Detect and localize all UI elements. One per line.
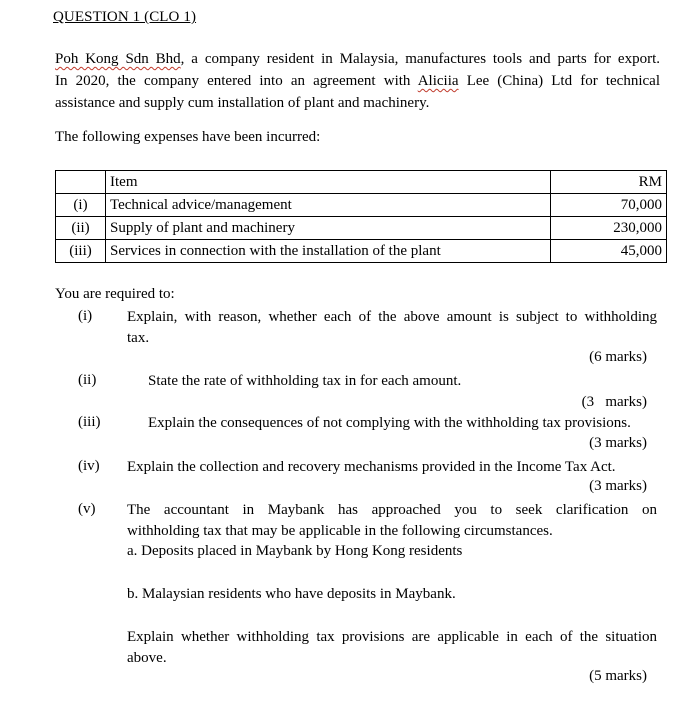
- q4-text: Explain the collection and recovery mechanisms provided in the Income Tax Act.: [127, 459, 616, 475]
- q1-line-1: Explain, with reason, whether each of the above amount is subject to withholding: [127, 309, 657, 325]
- q1-marks: (6 marks): [589, 349, 647, 365]
- q3-marks: (3 marks): [589, 435, 647, 451]
- intro-line-1-text: , a company resident in Malaysia, manufactures tools and parts for export.: [180, 51, 660, 67]
- row-amount: 70,000: [551, 194, 667, 217]
- q3-number: (iii): [78, 414, 101, 430]
- header-item: Item: [106, 171, 551, 194]
- q1-line-2: tax.: [127, 330, 150, 346]
- header-amount: RM: [551, 171, 667, 194]
- intro-paragraph: [55, 48, 660, 114]
- intro-line-1: [55, 48, 660, 70]
- intro-line-3: assistance and supply cum installation of plant and machinery.: [55, 95, 430, 111]
- row-amount: 230,000: [551, 217, 667, 240]
- row-number: (i): [56, 194, 106, 217]
- q5-item-a: a. Deposits placed in Maybank by Hong Kong residents: [127, 543, 463, 559]
- row-amount: 45,000: [551, 240, 667, 263]
- q5-text: [127, 500, 657, 542]
- q1-number: (i): [78, 308, 93, 324]
- required-heading: You are required to:: [55, 286, 175, 302]
- question-title: QUESTION 1 (CLO 1): [53, 9, 197, 25]
- q3-text: Explain the consequences of not complying with the withholding tax provisions.: [148, 415, 631, 431]
- q4-number: (iv): [78, 458, 100, 474]
- intro-line-2-text-b: Lee (China) Ltd for technical: [466, 73, 660, 89]
- row-number: (iii): [56, 240, 106, 263]
- table-row: [56, 240, 667, 263]
- partner-name: Aliciia: [417, 73, 459, 89]
- table-row: [56, 217, 667, 240]
- q5-line-1: The accountant in Maybank has approached you to seek clarification on: [127, 502, 657, 518]
- q2-marks: (3 marks): [581, 394, 647, 410]
- q5-explain: [127, 627, 657, 669]
- q4-marks: (3 marks): [589, 478, 647, 494]
- intro-line-2: [55, 70, 660, 92]
- q2-number: (ii): [78, 372, 97, 388]
- q5-marks: (5 marks): [589, 668, 647, 684]
- q5-number: (v): [78, 501, 96, 517]
- row-item: Services in connection with the installation of the plant: [106, 240, 551, 263]
- table-row: [56, 194, 667, 217]
- row-item: Supply of plant and machinery: [106, 217, 551, 240]
- expenses-intro: The following expenses have been incurred:: [55, 129, 321, 145]
- q5-explain-line-2: above.: [127, 650, 167, 666]
- row-item: Technical advice/management: [106, 194, 551, 217]
- q5-item-b: b. Malaysian residents who have deposits in Maybank.: [127, 586, 456, 602]
- table-header-row: [56, 171, 667, 194]
- q5-explain-line-1: Explain whether withholding tax provisions are applicable in each of the situation: [127, 629, 657, 645]
- expenses-table: [55, 170, 667, 263]
- header-num-cell: [56, 171, 106, 194]
- row-number: (ii): [56, 217, 106, 240]
- intro-line-2-text-a: In 2020, the company entered into an agreement with: [55, 73, 411, 89]
- q5-line-2: withholding tax that may be applicable in the following circumstances.: [127, 523, 553, 539]
- q1-text: [127, 307, 657, 349]
- q2-text: State the rate of withholding tax in for each amount.: [148, 373, 462, 389]
- company-name: Poh Kong Sdn Bhd: [55, 51, 181, 67]
